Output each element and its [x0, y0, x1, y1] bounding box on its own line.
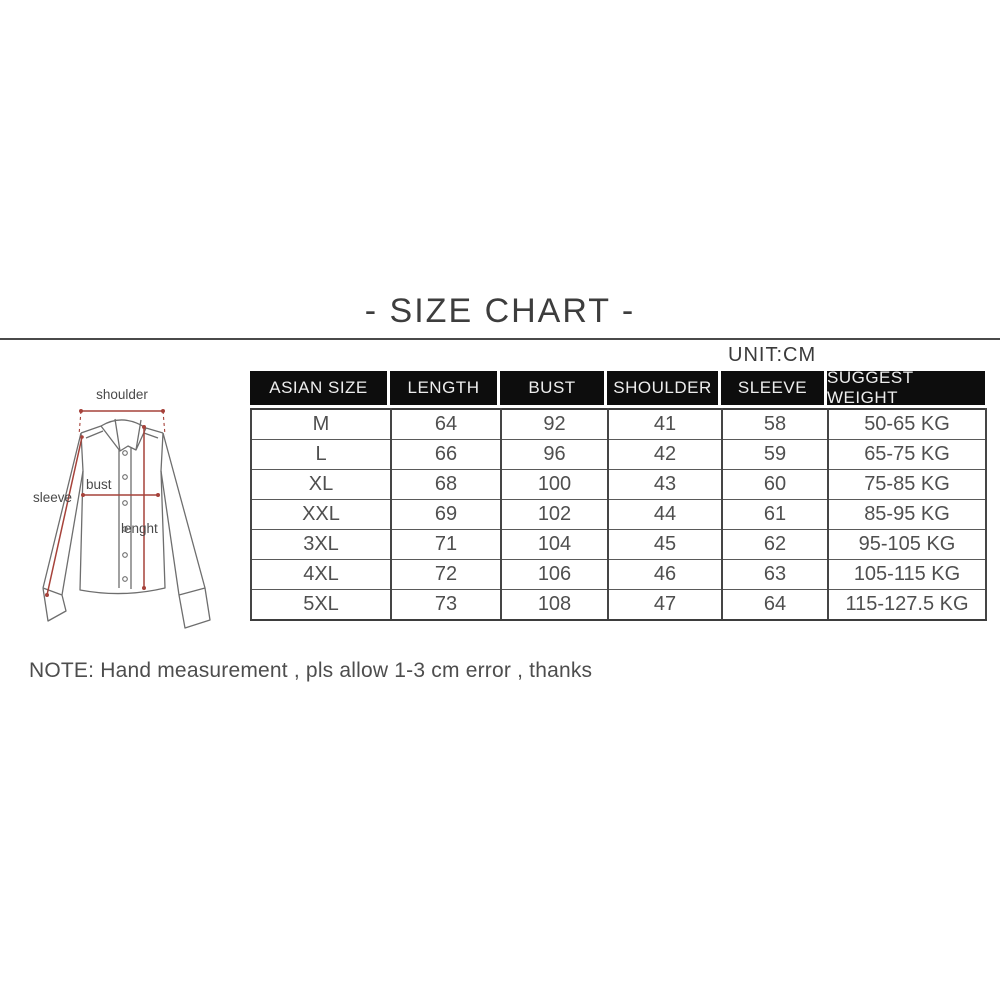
- table-cell: 61: [722, 500, 828, 530]
- table-cell: 3XL: [251, 530, 391, 560]
- table-cell: 45: [608, 530, 722, 560]
- table-cell: 60: [722, 470, 828, 500]
- col-header-sleeve: SLEEVE: [721, 371, 827, 405]
- table-cell: 66: [391, 440, 501, 470]
- sleeve-label: sleeve: [33, 490, 73, 505]
- table-cell: 4XL: [251, 560, 391, 590]
- length-label: lenght: [121, 521, 158, 536]
- table-cell: 102: [501, 500, 608, 530]
- table-row-5xl: [251, 590, 986, 621]
- table-row-l: [251, 440, 986, 470]
- table-row-3xl: [251, 530, 986, 560]
- shirt-collar: [101, 419, 146, 451]
- col-header-asian-size: ASIAN SIZE: [250, 371, 390, 405]
- table-cell: 64: [391, 409, 501, 440]
- table-cell: 72: [391, 560, 501, 590]
- table-cell: 46: [608, 560, 722, 590]
- size-table-body: [250, 408, 987, 621]
- table-cell: 42: [608, 440, 722, 470]
- table-cell: L: [251, 440, 391, 470]
- table-cell: 64: [722, 590, 828, 621]
- shirt-measurement-diagram: [30, 383, 240, 635]
- col-header-shoulder: SHOULDER: [607, 371, 721, 405]
- table-cell: 47: [608, 590, 722, 621]
- shirt-placket: [119, 448, 131, 589]
- table-row-m: [251, 409, 986, 440]
- table-cell: 73: [391, 590, 501, 621]
- table-cell: 69: [391, 500, 501, 530]
- table-cell: XXL: [251, 500, 391, 530]
- table-cell: 85-95 KG: [828, 500, 986, 530]
- table-cell: 104: [501, 530, 608, 560]
- table-cell: 108: [501, 590, 608, 621]
- table-cell: 65-75 KG: [828, 440, 986, 470]
- table-cell: 44: [608, 500, 722, 530]
- divider-line: [0, 338, 1000, 340]
- size-table-header: [250, 368, 985, 407]
- table-cell: XL: [251, 470, 391, 500]
- table-row-xl: [251, 470, 986, 500]
- table-cell: 95-105 KG: [828, 530, 986, 560]
- table-cell: 68: [391, 470, 501, 500]
- shoulder-measure-line: [79, 409, 165, 435]
- col-header-bust: BUST: [500, 371, 607, 405]
- table-cell: 50-65 KG: [828, 409, 986, 440]
- table-cell: M: [251, 409, 391, 440]
- page-title: - SIZE CHART -: [364, 292, 636, 330]
- col-header-length: LENGTH: [390, 371, 500, 405]
- table-cell: 115-127.5 KG: [828, 590, 986, 621]
- table-cell: 41: [608, 409, 722, 440]
- shoulder-label: shoulder: [96, 387, 148, 402]
- note-text: NOTE: Hand measurement , pls allow 1-3 cm error , thanks: [29, 659, 593, 682]
- table-cell: 100: [501, 470, 608, 500]
- bust-label: bust: [86, 477, 112, 492]
- shirt-body-outline: [80, 433, 165, 594]
- table-cell: 59: [722, 440, 828, 470]
- table-cell: 63: [722, 560, 828, 590]
- table-cell: 71: [391, 530, 501, 560]
- table-cell: 43: [608, 470, 722, 500]
- table-cell: 58: [722, 409, 828, 440]
- sleeve-measure-line: [45, 435, 84, 597]
- table-cell: 62: [722, 530, 828, 560]
- shirt-right-sleeve: [161, 433, 210, 628]
- table-row-4xl: [251, 560, 986, 590]
- table-cell: 96: [501, 440, 608, 470]
- col-header-suggest-weight: SUGGEST WEIGHT: [827, 371, 985, 405]
- table-cell: 106: [501, 560, 608, 590]
- unit-label: UNIT:CM: [728, 344, 817, 366]
- table-cell: 5XL: [251, 590, 391, 621]
- table-cell: 105-115 KG: [828, 560, 986, 590]
- size-table: [250, 368, 985, 621]
- table-row-xxl: [251, 500, 986, 530]
- bust-measure-line: [81, 493, 160, 497]
- length-measure-line: [142, 425, 146, 590]
- table-cell: 75-85 KG: [828, 470, 986, 500]
- table-cell: 92: [501, 409, 608, 440]
- shirt-buttons: [123, 451, 128, 582]
- shirt-shoulder-seams: [81, 426, 163, 438]
